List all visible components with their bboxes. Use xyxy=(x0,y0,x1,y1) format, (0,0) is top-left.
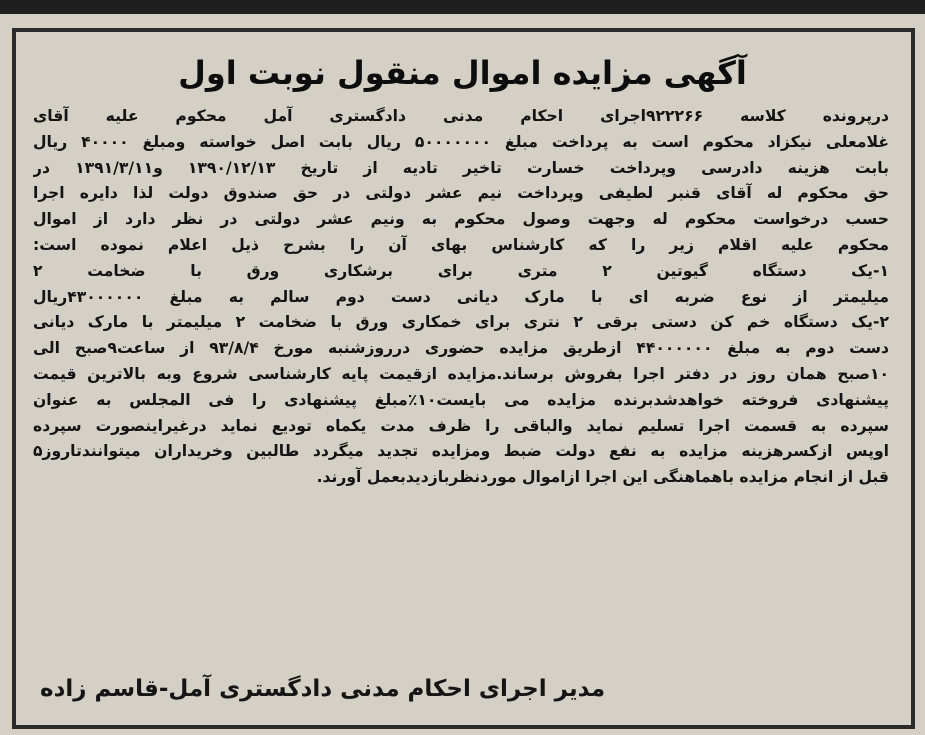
notice-body xyxy=(33,104,889,491)
notice-line: سپرده به قسمت اجرا تسلیم نماید والباقی را ظرف مدت یکماه تودیع نماید درغیراینصورت سپرده xyxy=(33,416,889,435)
notice-line: بابت هزینه دادرسی وپرداخت خسارت تاخیر تادیه از تاریخ ۱۳۹۰/۱۲/۱۳ و۱۳۹۱/۳/۱۱ در xyxy=(33,158,889,177)
notice-line: درپرونده کلاسه ۹۲۲۲۶۶اجرای احکام مدنی دادگستری آمل محکوم علیه آقای xyxy=(33,107,889,125)
notice-line: قبل از انجام مزایده باهماهنگی این اجرا ازاموال موردنظربازدیدبعمل آورند. xyxy=(316,468,889,487)
notice-line: محکوم علیه اقلام زیر را که کارشناس بهای آن را بشرح ذیل اعلام نموده است: xyxy=(33,235,889,254)
notice-line: ۱۰صبح همان روز در دفتر اجرا بفروش برساند.مزایده ازقیمت پایه کارشناسی شروع وبه بالاترین قیمت xyxy=(33,364,889,383)
notice-line: میلیمتر از نوع ضربه ای با مارک دیانی دست دوم سالم به مبلغ ۴۳۰۰۰۰۰۰ریال xyxy=(33,287,889,306)
notice-line: پیشنهادی فروخته خواهدشدبرنده مزایده می بایست۱۰٪مبلغ پیشنهادی را فی المجلس به عنوان xyxy=(33,390,889,409)
notice-line: اوپس ازکسرهزینه مزایده به نفع دولت ضبط ومزایده تجدید میگردد طالبین وخریداران میتوانندتاروز۵ xyxy=(33,442,889,461)
notice-line: غلامعلی نیکزاد محکوم است به پرداخت مبلغ ۵۰۰۰۰۰۰۰ ریال بابت اصل خواسته ومبلغ ۴۰۰۰۰ ریال xyxy=(33,132,889,151)
notice-line: حسب درخواست محکوم له وجهت وصول محکوم به ونیم عشر دولتی در نظر دارد از اموال xyxy=(33,210,889,229)
notice-title: آگهی مزایده اموال منقول نوبت اول xyxy=(178,54,747,92)
notice-line: ۱-یک دستگاه گیوتین ۲ متری برای برشکاری ورق با ضخامت ۲ xyxy=(33,261,889,280)
signature-text: مدیر اجرای احکام مدنی دادگستری آمل-قاسم زاده xyxy=(40,676,606,702)
notice-line: حق محکوم له آقای قنبر لطیفی وپرداخت نیم عشر دولتی در حق صندوق دولت لذا دایره اجرا xyxy=(33,184,889,203)
notice-line: دست دوم به مبلغ ۴۴۰۰۰۰۰۰ ازطریق مزایده حضوری درروزشنبه مورخ ۹۳/۸/۴ از ساعت۹صبح الی xyxy=(33,339,889,358)
signature-line xyxy=(40,672,885,706)
notice-line: ۲-یک دستگاه خم کن دستی برقی ۲ نتری برای خمکاری ورق با ضخامت ۲ میلیمتر با مارک دیانی xyxy=(33,313,889,332)
top-border-rule xyxy=(0,0,925,14)
